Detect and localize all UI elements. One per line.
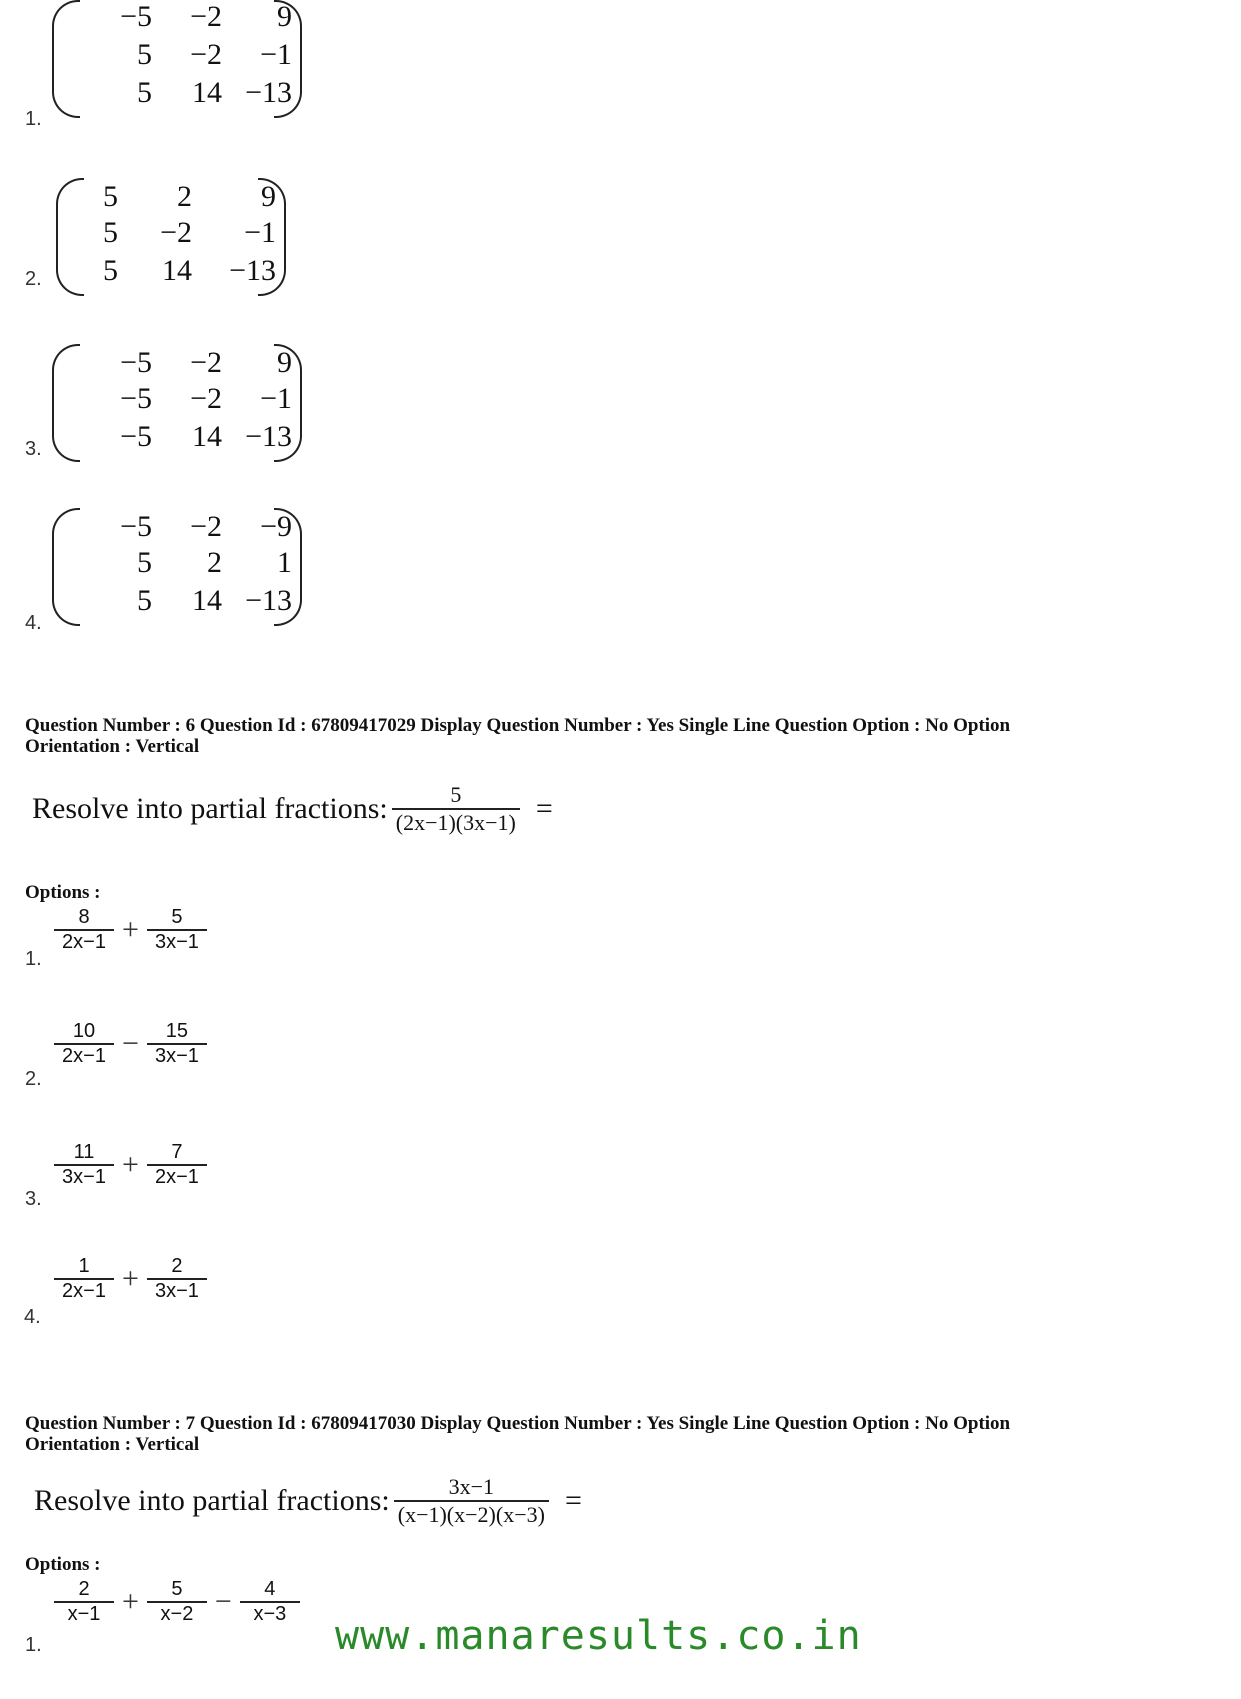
fraction-denominator: x−1 (67, 1603, 101, 1625)
fraction-denominator: 3x−1 (154, 1280, 199, 1302)
options-label: Options : (25, 882, 101, 903)
prompt-fraction (394, 1474, 549, 1528)
fraction-numerator: 11 (73, 1141, 95, 1163)
matrix-cell: 9 (261, 180, 276, 213)
matrix-cell: −13 (245, 584, 292, 617)
equals-sign: = (564, 1484, 582, 1517)
option-number: 2. (25, 268, 42, 290)
matrix-cell: 5 (103, 180, 118, 213)
option-number: 1. (25, 108, 42, 130)
fraction-denominator: (2x−1)(3x−1) (395, 810, 516, 835)
term-fraction (147, 1255, 207, 1303)
option-number: 3. (25, 1188, 42, 1210)
fraction-numerator: 8 (78, 906, 90, 928)
fraction-numerator: 10 (72, 1020, 96, 1042)
fraction-denominator: 3x−1 (154, 931, 199, 953)
matrix-cell: −13 (245, 420, 292, 453)
question-prompt (34, 1474, 582, 1528)
term-fraction (147, 1020, 207, 1068)
matrix-cell: 14 (192, 420, 222, 453)
matrix-cell: −13 (229, 254, 276, 287)
matrix-cell: −5 (120, 510, 152, 543)
prompt-text: Resolve into partial fractions: (34, 1484, 390, 1517)
fraction-denominator: x−3 (253, 1603, 287, 1625)
matrix-cell: 1 (277, 546, 292, 579)
fraction-numerator: 5 (171, 906, 183, 928)
fraction-denominator: 3x−1 (62, 1166, 106, 1188)
fraction-numerator: 4 (264, 1578, 276, 1600)
term-fraction (147, 906, 207, 954)
prompt-fraction (392, 782, 520, 836)
option-expression (50, 1141, 211, 1189)
matrix-cell: 5 (103, 254, 118, 287)
matrix-cell: 9 (277, 346, 292, 379)
fraction-denominator: 2x−1 (154, 1166, 199, 1188)
matrix-cell: 5 (137, 546, 152, 579)
option-number: 3. (25, 438, 42, 460)
option-number: 2. (25, 1068, 42, 1090)
matrix-cell: −9 (260, 510, 292, 543)
fraction-numerator: 2 (78, 1578, 90, 1600)
matrix-cell: −5 (120, 346, 152, 379)
option-number: 1. (25, 1634, 42, 1656)
question-header-line: Question Number : 7 Question Id : 67809417030 Display Question Number : Yes Single Line Question Option : No Option (25, 1413, 1011, 1434)
question-prompt (32, 782, 553, 836)
option-expression (50, 1255, 211, 1303)
fraction-numerator: 3x−1 (448, 1474, 495, 1499)
matrix-cell: 2 (207, 546, 222, 579)
fraction-numerator: 15 (165, 1020, 189, 1042)
fraction-numerator: 7 (171, 1141, 183, 1163)
term-fraction (54, 1578, 114, 1626)
option-number: 4. (24, 1306, 41, 1328)
matrix-cell: 5 (137, 38, 152, 71)
matrix-cell: 5 (137, 76, 152, 109)
matrix-cell: −5 (120, 382, 152, 415)
matrix-cell: −2 (190, 510, 222, 543)
matrix-cell: 14 (162, 254, 192, 287)
watermark: www.manaresults.co.in (335, 1613, 862, 1659)
matrix (56, 178, 296, 296)
fraction-denominator: x−2 (160, 1603, 194, 1625)
term-fraction (54, 906, 114, 954)
matrix-cell: 9 (277, 0, 292, 33)
fraction-denominator: 2x−1 (62, 1045, 106, 1067)
fraction-denominator: 2x−1 (62, 1280, 106, 1302)
term-fraction (54, 1255, 114, 1303)
question-header (25, 1413, 1185, 1455)
fraction-numerator: 5 (171, 1578, 183, 1600)
term-fraction (54, 1020, 114, 1068)
matrix-cell: 2 (177, 180, 192, 213)
term-fraction (147, 1578, 207, 1626)
operator: + (122, 1262, 139, 1295)
matrix-cell: 5 (137, 584, 152, 617)
fraction-numerator: 1 (78, 1255, 90, 1277)
operator: − (122, 1027, 139, 1060)
matrix-cell: −2 (190, 346, 222, 379)
question-header-line: Orientation : Vertical (25, 1434, 200, 1455)
matrix (52, 508, 302, 626)
matrix-cell: −2 (190, 38, 222, 71)
fraction-numerator: 5 (450, 782, 462, 807)
fraction-denominator: 2x−1 (62, 931, 106, 953)
option-expression (50, 1578, 304, 1626)
term-fraction (147, 1141, 207, 1189)
matrix-cell: −2 (160, 216, 192, 249)
option-number: 1. (25, 948, 42, 970)
matrix-cell: 14 (192, 584, 222, 617)
matrix-cell: −2 (190, 0, 222, 33)
question-header-line: Question Number : 6 Question Id : 67809417029 Display Question Number : Yes Single Line Question Option : No Option (25, 715, 1011, 736)
matrix-cell: −13 (245, 76, 292, 109)
matrix-cell: −1 (244, 216, 276, 249)
fraction-denominator: 3x−1 (154, 1045, 199, 1067)
matrix-cell: −2 (190, 382, 222, 415)
matrix-cell: 5 (103, 216, 118, 249)
equals-sign: = (535, 792, 553, 825)
fraction-denominator: (x−1)(x−2)(x−3) (397, 1502, 545, 1527)
matrix-cell: −1 (260, 38, 292, 71)
option-expression (50, 1020, 211, 1068)
question-header-line: Orientation : Vertical (25, 736, 200, 757)
option-number: 4. (25, 612, 42, 634)
operator: − (214, 1585, 232, 1618)
option-expression (50, 906, 211, 954)
options-label: Options : (25, 1554, 101, 1575)
term-fraction (240, 1578, 300, 1626)
fraction-numerator: 2 (171, 1255, 183, 1277)
operator: + (122, 913, 139, 946)
matrix (52, 344, 302, 462)
matrix-cell: −1 (260, 382, 292, 415)
matrix-cell: 14 (192, 76, 222, 109)
term-fraction (54, 1141, 114, 1189)
prompt-text: Resolve into partial fractions: (32, 792, 388, 825)
operator: + (122, 1585, 139, 1618)
matrix (52, 0, 302, 118)
question-header (25, 715, 1185, 757)
matrix-cell: −5 (120, 420, 152, 453)
matrix-cell: −5 (120, 0, 152, 33)
operator: + (122, 1148, 139, 1181)
